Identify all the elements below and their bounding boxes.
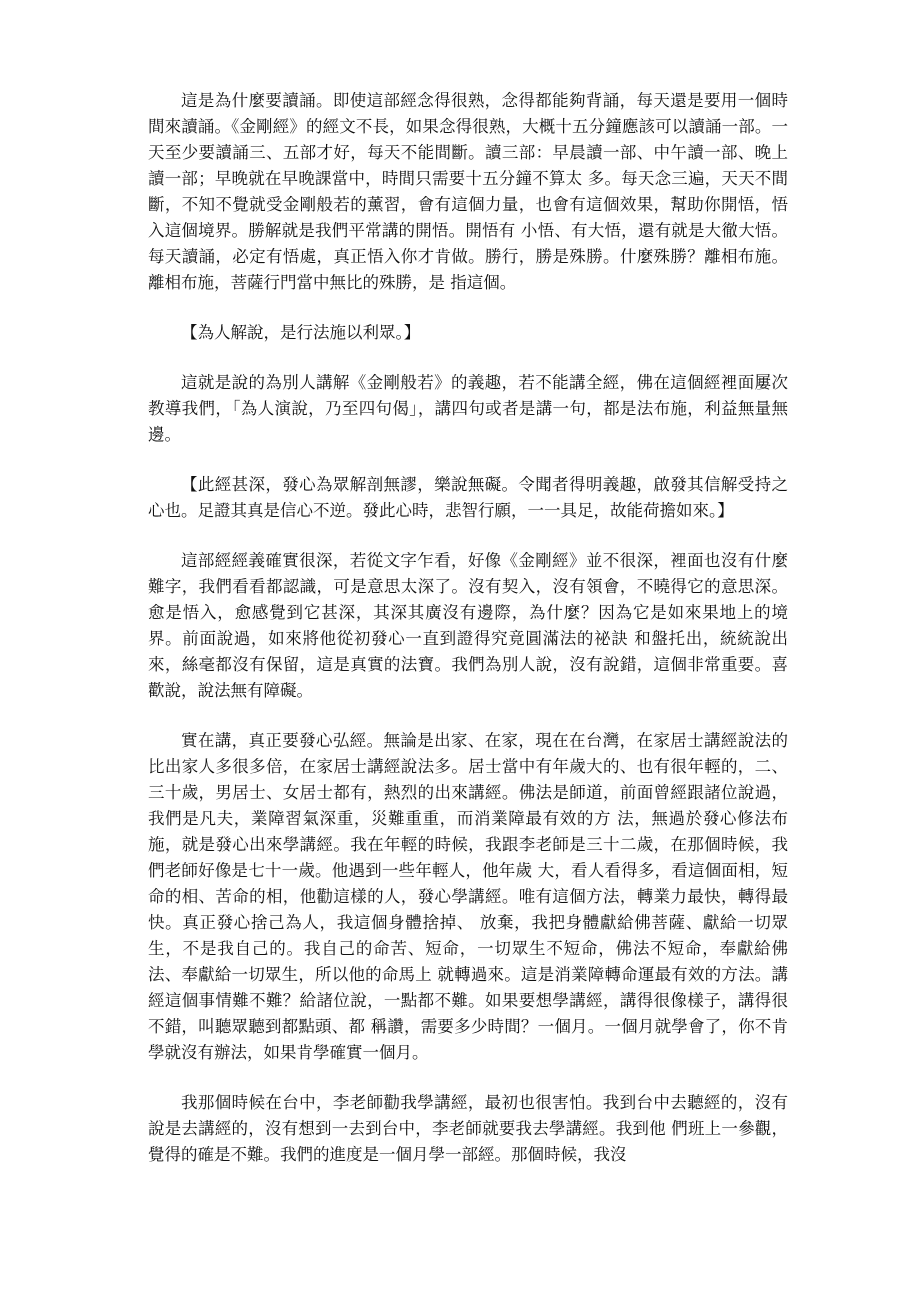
paragraph-taichung-experience: 我那個時候在台中，李老師勸我學講經，最初也很害怕。我到台中去聽經的，沒有說是去講經的，沒有想到一去到台中，李老師就要我去學講經。我到他 們班上一參觀，覺得的確是不難。我們的進度是一個月學一部經。那個時候，我沒 <box>148 1093 788 1164</box>
paragraph-quote-explaining: 【為人解說，是行法施以利眾。】 <box>181 323 421 342</box>
paragraph-explaining-for-others: 這就是說的為別人講解《金剛般若》的義趣，若不能講全經，佛在這個經裡面屢次教導我們，「為人演說，乃至四句偈」，講四句或者是講一句，都是法布施，利益無量無邊。 <box>148 373 788 444</box>
paragraph-reading-recitation: 這是為什麼要讀誦。即使這部經念得很熟，念得都能夠背誦，每天還是要用一個時間來讀誦。《金剛經》的經文不長，如果念得很熟，大概十五分鐘應該可以讀誦一部。一天至少要讀誦三、五部才好，每天不能間斷。讀三部：早晨讀一部、中午讀一部、晚上讀一部；早晚就在早晚課當中，時間只需要十五分鐘不算太 多。每天念三遍，天天不間斷，不知不覺就受金剛般若的薰習，會有這個力量，也會有這個效果，幫助你開悟，悟入這個境界。勝解就是我們平常講的開悟。開悟有 小悟、有大悟，還有就是大徹大悟。每天讀誦，必定有悟處，真正悟入你才肯做。勝行，勝是殊勝。什麼殊勝？離相布施。離相布施，菩薩行門當中無比的殊勝，是 指這個。 <box>148 91 788 292</box>
paragraph-quote-deep-sutra: 【此經甚深，發心為眾解剖無謬，樂說無礙。令聞者得明義趣，啟發其信解受持之心也。足證其真是信心不逆。發此心時，悲智行願，一一具足，故能荷擔如來。】 <box>148 475 788 520</box>
document-page <box>148 88 788 1168</box>
paragraph-lecturing-sutras: 實在講，真正要發心弘經。無論是出家、在家，現在在台灣，在家居士講經說法的比出家人多很多倍，在家居士講經說法多。居士當中有年歲大的、也有很年輕的，二、三十歲，男居士、女居士都有，熱烈的出來講經。佛法是師道，前面曾經跟諸位說過，我們是凡夫，業障習氣深重，災難重重，而消業障最有效的方 法，無過於發心修法布施，就是發心出來學講經。我在年輕的時候，我跟李老師是三十二歲，在那個時候，我們老師好像是七十一歲。他遇到一些年輕人，他年歲 大，看人看得多，看這個面相，短命的相、苦命的相，他勸這樣的人，發心學講經。唯有這個方法，轉業力最快，轉得最快。真正發心捨己為人，我這個身體捨掉、 放棄，我把身體獻給佛菩薩、獻給一切眾生，不是我自己的。我自己的命苦、短命，一切眾生不短命，佛法不短命，奉獻給佛法、奉獻給一切眾生，所以他的命馬上 就轉過來。這是消業障轉命運最有效的方法。講經這個事情難不難？給諸位說，一點都不難。如果要想學講經，講得很像樣子，講得很不錯，叫聽眾聽到都點頭、都 稱讚，需要多少時間？一個月。一個月就學會了，你不肯學就沒有辦法，如果肯學確實一個月。 <box>148 731 788 1062</box>
paragraph-sutra-depth: 這部經經義確實很深，若從文字乍看，好像《金剛經》並不很深，裡面也沒有什麼難字，我們看看都認識，可是意思太深了。沒有契入，沒有領會，不曉得它的意思深。愈是悟入，愈感覺到它甚深，其深其廣沒有邊際，為什麼？因為它是如來果地上的境界。前面說過，如來將他從初發心一直到證得究竟圓滿法的祕訣 和盤托出，統統說出來，絲毫都沒有保留，這是真實的法寶。我們為別人說，沒有說錯，這個非常重要。喜歡說，說法無有障礙。 <box>148 551 788 700</box>
